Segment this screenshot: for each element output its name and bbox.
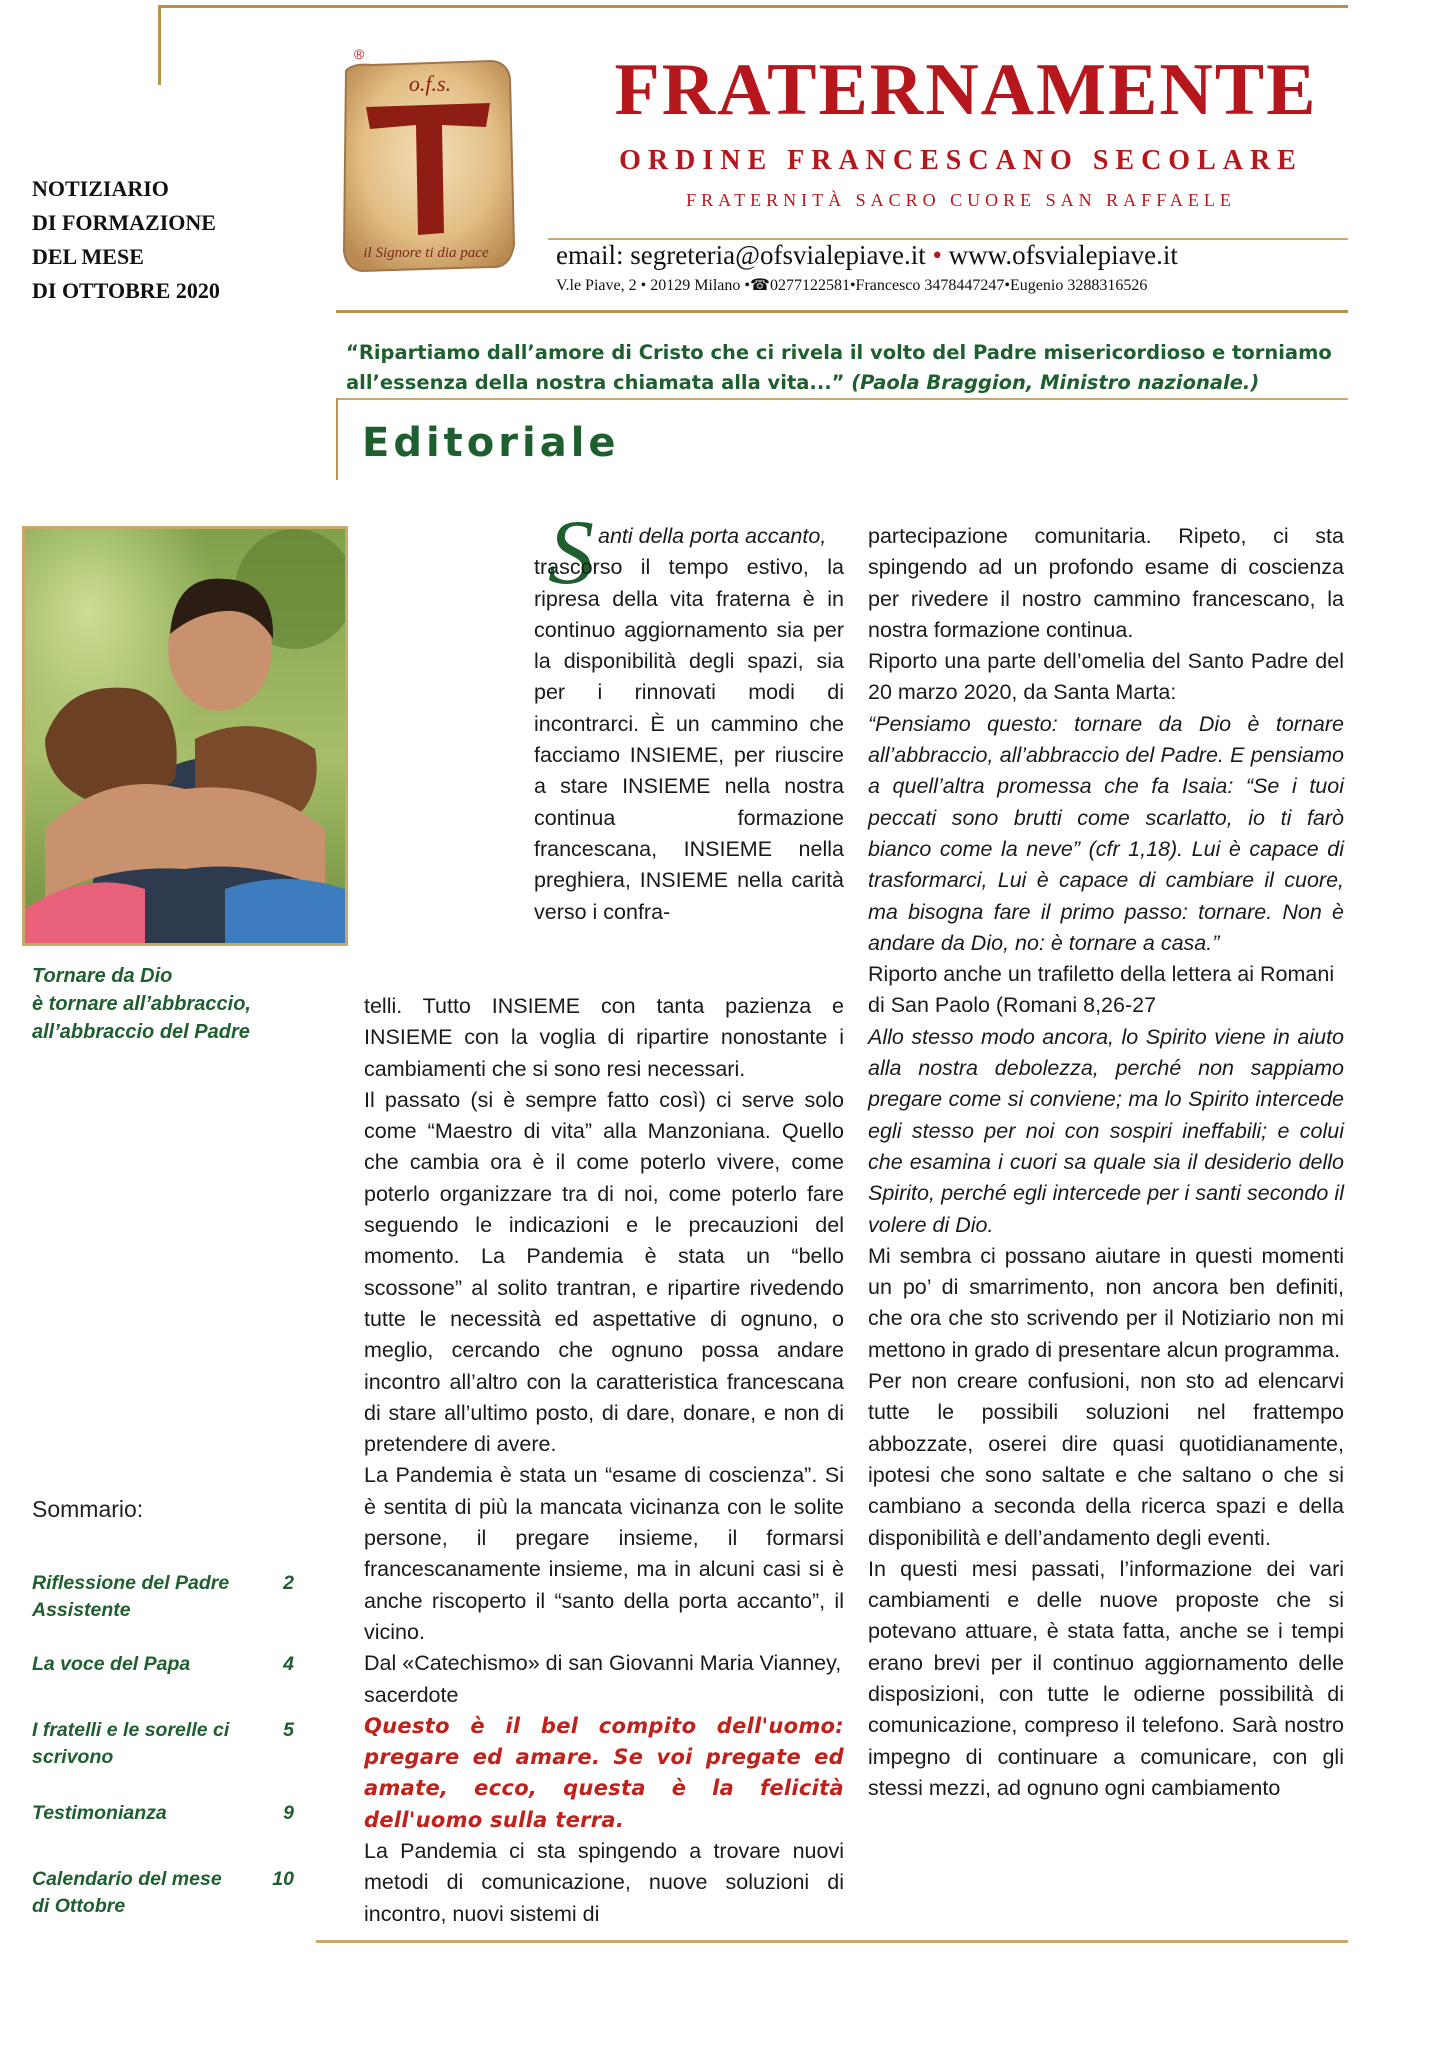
editorial-vertical-rule: [336, 398, 338, 480]
article-column-1: [364, 991, 844, 1930]
contact-line: [556, 240, 1356, 271]
summary-item-label: I fratelli e le sorelle ci scrivono: [32, 1719, 230, 1768]
ofs-logo: [332, 45, 522, 285]
registered-mark: ®: [354, 46, 365, 62]
article-paragraph: telli. Tutto INSIEME con tanta pazienza e INSIEME con la voglia di ripartire nonostante i cambiamenti che si sono resi necessari.: [364, 994, 844, 1081]
summary-item[interactable]: [32, 1651, 294, 1678]
issue-line-3: DEL MESE: [32, 244, 144, 269]
article-paragraph: trascorso il tempo estivo, la ripresa della vita fraterna è in continuo aggiornamento sia per la disponibilità degli spazi, sia per i rinnovati modi di incontrarci. È un cammino che facciamo INSIEME, per riuscire a stare INSIEME nella nostra continua formazione francescana, INSIEME nella preghiera, INSIEME nella carità verso i confra-: [534, 555, 844, 924]
header-top-rule: [158, 5, 1348, 8]
article-paragraph: La Pandemia è stata un “esame di coscienza”. Si è sentita di più la mancata vicinanza con le solite persone, il pregare insieme, il formarsi francescanamente insieme, ma in alcuni casi si è anche riscoperto il “santo della porta accanto”, il vicino.: [364, 1463, 844, 1644]
article-paragraph: partecipazione comunitaria. Ripeto, ci sta spingendo ad un profondo esame di coscienza per rivedere il nostro cammino francescano, la nostra formazione continua.: [868, 524, 1344, 642]
caption-line-3: all’abbraccio del Padre: [32, 1021, 250, 1043]
article-column-1-top: [534, 521, 844, 928]
email-prefix: email:: [556, 240, 631, 270]
website-link[interactable]: www.ofsvialepiave.it: [948, 240, 1178, 270]
quote-top-rule: [336, 310, 1348, 313]
highlight-quote: Questo è il bel compito dell'uomo: pregare ed amare. Se voi pregate ed amate, ecco, questa è la felicità dell'uomo sulla terra.: [364, 1713, 844, 1832]
summary-item-page: 4: [283, 1653, 294, 1675]
summary-item[interactable]: [32, 1570, 294, 1624]
issue-line-1: NOTIZIARIO: [32, 176, 169, 201]
summary-item-page: 2: [283, 1572, 294, 1594]
article-paragraph: Dal «Catechismo» di san Giovanni Maria Vianney, sacerdote: [364, 1651, 842, 1707]
article-paragraph: Il passato (si è sempre fatto così) ci serve solo come “Maestro di vita” alla Manzoniana. Quello che cambia ora è il come poterlo vivere, come poterlo organizzare tra di noi, come poterlo fare seguendo le indicazioni e le precauzioni del momento. La Pandemia è stata un “bello scossone” al solito trantran, e ripartire rivedendo tutte le necessità ed aspettative di ognuno, o meglio, cercando che ognuno possa andare incontro all’altro con la caratteristica francescana di stare all’ultimo posto, di dare, donare, e non di pretendere di avere.: [364, 1087, 844, 1457]
caption-line-1: Tornare da Dio: [32, 965, 173, 987]
issue-line-2: DI FORMAZIONE: [32, 210, 216, 235]
email-link[interactable]: segreteria@ofsvialepiave.it: [630, 240, 926, 270]
article-paragraph: Mi sembra ci possano aiutare in questi momenti un po’ di smarrimento, non ancora ben definiti, che ora che sto scrivendo per il Notiziario non mi mettono in grado di presentare alcun programma.: [868, 1243, 1344, 1362]
article-paragraph: In questi mesi passati, l’informazione dei vari cambiamenti e delle nuove proposte che si potevano attuare, è stata fatta, anche se i tempi erano brevi per il continuo aggiornamento delle disposizioni, con tutte le odierne possibilità di comunicazione, compreso il telefono. Sarà nostro impegno di continuare a comunicare, con gli stessi mezzi, ad ognuno ogni cambiamento: [868, 1556, 1344, 1800]
summary-item-label: Calendario del mese di Ottobre: [32, 1868, 222, 1917]
summary-item[interactable]: [32, 1800, 294, 1827]
article-paragraph: La Pandemia ci sta spingendo a trovare nuovi metodi di comunicazione, nuove soluzioni di incontro, nuovi sistemi di: [364, 1839, 844, 1926]
logo-motto: il Signore ti dia pace: [363, 245, 489, 261]
summary-item-label: La voce del Papa: [32, 1653, 191, 1675]
header-quote: [346, 338, 1346, 398]
summary-item[interactable]: [32, 1866, 294, 1920]
summary-title: Sommario:: [32, 1496, 144, 1522]
address-line: V.le Piave, 2 • 20129 Milano •☎0277122581•Francesco 3478447247•Eugenio 3288316526: [556, 277, 1148, 294]
summary-item-page: 10: [272, 1868, 294, 1890]
masthead-subtitle: ORDINE FRANCESCANO SECOLARE: [619, 145, 1303, 176]
bullet-separator: •: [932, 240, 942, 270]
summary-item[interactable]: [32, 1717, 294, 1771]
embrace-photo: [22, 526, 348, 946]
summary-item-label: Riflessione del Padre Assistente: [32, 1572, 230, 1621]
masthead-title: FRATERNAMENTE: [614, 49, 1318, 131]
summary-item-page: 9: [283, 1802, 294, 1824]
photo-caption: [32, 962, 342, 1046]
article-column-2: [868, 521, 1344, 1804]
drop-cap: S: [548, 501, 594, 603]
logo-brand-text: o.f.s.: [408, 71, 452, 96]
article-paragraph: Riporto anche un trafiletto della lettera ai Romani di San Paolo (Romani 8,26-27: [868, 962, 1335, 1018]
issue-info: [32, 172, 272, 308]
footer-rule: [316, 1940, 1348, 1943]
quote-attribution: (Paola Braggion, Ministro nazionale.): [851, 371, 1260, 394]
fraternity-name: FRATERNITÀ SACRO CUORE SAN RAFFAELE: [686, 190, 1236, 210]
issue-line-4: DI OTTOBRE 2020: [32, 278, 220, 303]
article-paragraph: Riporto una parte dell’omelia del Santo Padre del 20 marzo 2020, da Santa Marta:: [868, 649, 1344, 705]
article-lead: anti della porta accanto,: [598, 524, 827, 548]
section-title: Editoriale: [362, 420, 620, 466]
quote-bottom-rule: [336, 398, 1348, 400]
summary-item-label: Testimonianza: [32, 1802, 167, 1824]
article-paragraph: Per non creare confusioni, non sto ad elencarvi tutte le possibili soluzioni nel frattempo abbozzate, oserei dire quasi quotidianamente, ipotesi che sono saltate e che saltano o che si cambiano a seconda della ricerca spazi e della disponibilità e dell’andamento degli eventi.: [868, 1369, 1344, 1550]
quote-text: “Ripartiamo dall’amore di Cristo che ci rivela il volto del Padre misericordioso e torniamo all’essenza della nostra chiamata alla vita...”: [346, 341, 1332, 394]
summary-item-page: 5: [283, 1719, 294, 1741]
romans-quote: Allo stesso modo ancora, lo Spirito viene in aiuto alla nostra debolezza, perché non sappiamo pregare come si conviene; ma lo Spirito intercede egli stesso per noi con sospiri ineffabili; e colui che esamina i cuori sa quale sia il desiderio dello Spirito, perché egli intercede per i santi secondo il volere di Dio.: [868, 1024, 1344, 1237]
caption-line-2: è tornare all’abbraccio,: [32, 993, 251, 1015]
homily-quote: “Pensiamo questo: tornare da Dio è tornare all’abbraccio, all’abbraccio del Padre. E pensiamo a quell’altra promessa che fa Isaia: “Se i tuoi peccati sono brutti come scarlatto, io ti farò bianco come la neve” (cfr 1,18). Lui è capace di trasformarci, Lui è capace di cambiare il cuore, ma bisogna fare il primo passo: tornare. Non è andare da Dio, no: è tornare a casa.”: [868, 711, 1344, 955]
header-left-rule: [158, 5, 161, 85]
